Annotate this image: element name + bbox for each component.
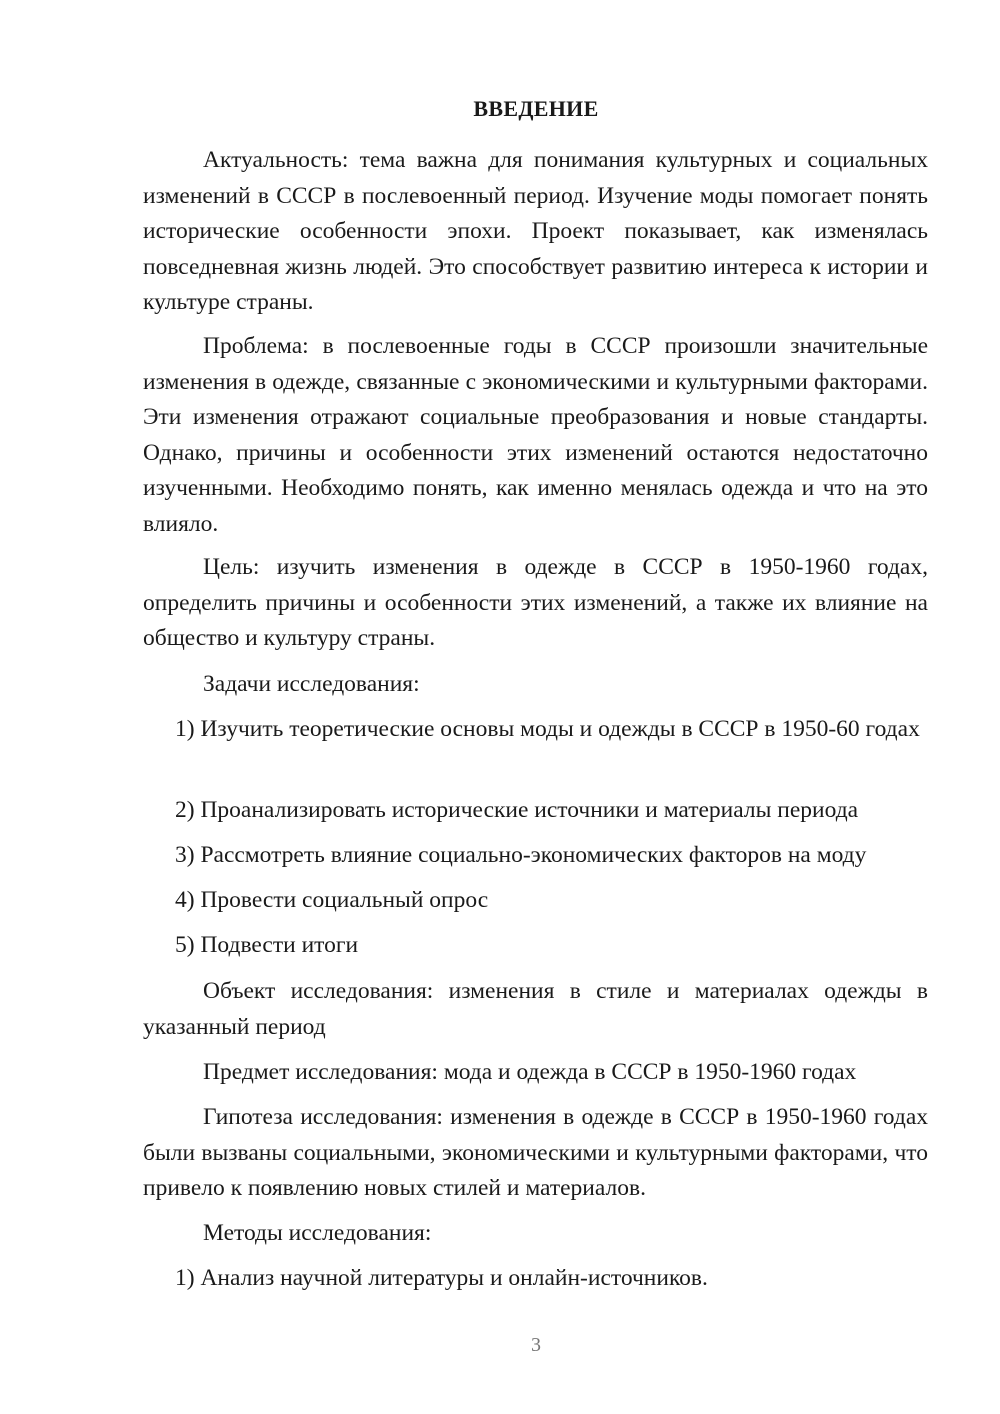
task-item-5: 5) Подвести итоги	[175, 932, 359, 958]
subject-paragraph: Предмет исследования: мода и одежда в СССР в 1950-1960 годах	[203, 1059, 857, 1085]
object-paragraph: Объект исследования: изменения в стиле и материалах одежды в указанный период	[143, 978, 928, 1040]
method-item-1: 1) Анализ научной литературы и онлайн-источников.	[175, 1265, 708, 1291]
goal-paragraph: Цель: изучить изменения в одежде в СССР в 1950-1960 годах, определить причины и особенности этих изменений, а также их влияние на общество и культуру страны.	[143, 554, 928, 651]
task-item-2: 2) Проанализировать исторические источники и материалы периода	[175, 797, 859, 823]
methods-title: Методы исследования:	[203, 1220, 432, 1246]
relevance-paragraph: Актуальность: тема важна для понимания культурных и социальных изменений в СССР в послевоенный период. Изучение моды помогает понять исторические особенности эпохи. Проект показывает, как изменялась повседневная жизнь людей. Это способствует развитию интереса к истории и культуре страны.	[143, 147, 928, 315]
section-heading: ВВЕДЕНИЕ	[473, 96, 599, 121]
tasks-title: Задачи исследования:	[203, 671, 420, 697]
page-number: 3	[531, 1334, 541, 1356]
task-item-3: 3) Рассмотреть влияние социально-экономических факторов на моду	[175, 842, 867, 868]
hypothesis-paragraph: Гипотеза исследования: изменения в одежде в СССР в 1950-1960 годах были вызваны социальными, экономическими и культурными факторами, что привело к появлению новых стилей и материалов.	[143, 1104, 928, 1201]
task-item-1: 1) Изучить теоретические основы моды и одежды в СССР в 1950-60 годах	[175, 716, 920, 742]
problem-paragraph: Проблема: в послевоенные годы в СССР произошли значительные изменения в одежде, связанные с экономическими и культурными факторами. Эти изменения отражают социальные преобразования и новые стандарты. Однако, причины и особенности этих изменений остаются недостаточно изученными. Необходимо понять, как именно менялась одежда и что на это влияло.	[143, 333, 928, 537]
task-item-4: 4) Провести социальный опрос	[175, 887, 489, 913]
